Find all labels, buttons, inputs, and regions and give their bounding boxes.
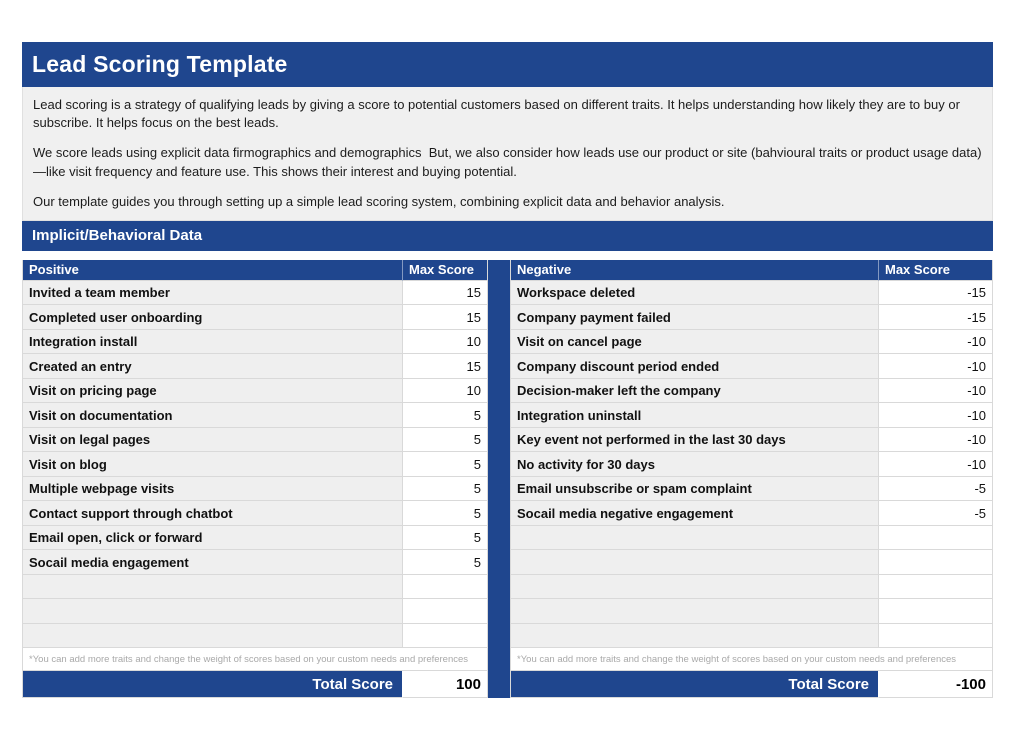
- table-row: [23, 575, 488, 600]
- section-header-bar: [22, 221, 993, 251]
- table-row: [511, 281, 993, 306]
- trait-cell: No activity for 30 days: [511, 452, 879, 477]
- table-row: [511, 305, 993, 330]
- trait-cell: Visit on blog: [23, 452, 403, 477]
- trait-cell: Contact support through chatbot: [23, 501, 403, 526]
- column-header-max-score: Max Score: [403, 260, 488, 281]
- score-cell: [879, 550, 993, 575]
- section-title: Implicit/Behavioral Data: [32, 227, 203, 245]
- trait-cell: Visit on legal pages: [23, 428, 403, 453]
- table-row: [23, 550, 488, 575]
- trait-cell: [23, 599, 403, 624]
- trait-cell: [23, 624, 403, 649]
- intro-paragraph: We score leads using explicit data firmographics and demographics But, we also consider how leads use our product or site (bahvioural traits or product usage data)—like visit frequency and feature use. This shows their interest and buying potential.: [33, 145, 982, 179]
- score-cell: [879, 526, 993, 551]
- score-cell: -10: [879, 379, 993, 404]
- score-cell: -10: [879, 428, 993, 453]
- column-header-trait: Negative: [511, 260, 879, 281]
- table-row: [23, 477, 488, 502]
- score-cell: 10: [403, 330, 488, 355]
- score-cell: 15: [403, 354, 488, 379]
- table-row: [511, 428, 993, 453]
- total-score-label: Total Score: [511, 671, 879, 698]
- table-row: [511, 550, 993, 575]
- footnote-row: [511, 648, 993, 671]
- table-row: [23, 526, 488, 551]
- table-row: [511, 624, 993, 649]
- score-cell: 5: [403, 403, 488, 428]
- negative-traits-table: [510, 260, 993, 699]
- intro-paragraph: Lead scoring is a strategy of qualifying leads by giving a score to potential customers based on different traits. It helps understanding how likely they are to buy or subscribe. It helps focus on the best leads.: [33, 97, 964, 131]
- trait-cell: Decision-maker left the company: [511, 379, 879, 404]
- scoring-tables: [22, 260, 993, 699]
- trait-cell: Socail media negative engagement: [511, 501, 879, 526]
- trait-cell: Multiple webpage visits: [23, 477, 403, 502]
- footnote-text: *You can add more traits and change the weight of scores based on your custom needs and preferences: [511, 648, 993, 671]
- trait-cell: Created an entry: [23, 354, 403, 379]
- footnote-text: *You can add more traits and change the weight of scores based on your custom needs and preferences: [23, 648, 488, 671]
- intro-section: [22, 87, 993, 221]
- table-row: [511, 599, 993, 624]
- score-cell: -10: [879, 354, 993, 379]
- table-row: [23, 354, 488, 379]
- trait-cell: Email open, click or forward: [23, 526, 403, 551]
- table-row: [23, 624, 488, 649]
- table-row: [511, 526, 993, 551]
- score-cell: -15: [879, 281, 993, 306]
- table-row: [511, 477, 993, 502]
- trait-cell: Invited a team member: [23, 281, 403, 306]
- table-row: [23, 501, 488, 526]
- intro-paragraph: Our template guides you through setting up a simple lead scoring system, combining explicit data and behavior analysis.: [33, 193, 725, 209]
- score-cell: 15: [403, 281, 488, 306]
- score-cell: -5: [879, 477, 993, 502]
- score-cell: 10: [403, 379, 488, 404]
- footnote-row: [23, 648, 488, 671]
- table-row: [23, 281, 488, 306]
- score-cell: 5: [403, 477, 488, 502]
- table-row: [23, 428, 488, 453]
- score-cell: [403, 599, 488, 624]
- trait-cell: [511, 599, 879, 624]
- score-cell: 5: [403, 428, 488, 453]
- trait-cell: Email unsubscribe or spam complaint: [511, 477, 879, 502]
- trait-cell: Integration install: [23, 330, 403, 355]
- total-row: [23, 671, 488, 698]
- score-cell: [879, 624, 993, 649]
- trait-cell: Visit on documentation: [23, 403, 403, 428]
- trait-cell: Company payment failed: [511, 305, 879, 330]
- trait-cell: [511, 624, 879, 649]
- table-row: [23, 452, 488, 477]
- lead-scoring-document: [22, 42, 993, 698]
- trait-cell: [23, 575, 403, 600]
- table-row: [23, 403, 488, 428]
- table-row: [511, 452, 993, 477]
- trait-cell: Visit on pricing page: [23, 379, 403, 404]
- table-header-row: [23, 260, 488, 281]
- column-header-trait: Positive: [23, 260, 403, 281]
- table-row: [23, 330, 488, 355]
- trait-cell: Visit on cancel page: [511, 330, 879, 355]
- positive-traits-table: [22, 260, 488, 699]
- table-row: [511, 354, 993, 379]
- table-row: [511, 330, 993, 355]
- table-row: [23, 599, 488, 624]
- score-cell: 5: [403, 501, 488, 526]
- score-cell: [403, 575, 488, 600]
- total-score-value: 100: [403, 671, 488, 698]
- table-row: [511, 379, 993, 404]
- page-title: Lead Scoring Template: [32, 51, 288, 77]
- score-cell: -10: [879, 330, 993, 355]
- total-score-label: Total Score: [23, 671, 403, 698]
- trait-cell: [511, 575, 879, 600]
- table-row: [23, 305, 488, 330]
- trait-cell: Company discount period ended: [511, 354, 879, 379]
- document-title-bar: [22, 42, 993, 87]
- score-cell: -10: [879, 403, 993, 428]
- trait-cell: Integration uninstall: [511, 403, 879, 428]
- trait-cell: [511, 526, 879, 551]
- score-cell: [879, 575, 993, 600]
- trait-cell: [511, 550, 879, 575]
- score-cell: [403, 624, 488, 649]
- score-cell: 5: [403, 550, 488, 575]
- trait-cell: Workspace deleted: [511, 281, 879, 306]
- score-cell: [879, 599, 993, 624]
- trait-cell: Key event not performed in the last 30 days: [511, 428, 879, 453]
- total-score-value: -100: [879, 671, 993, 698]
- score-cell: -10: [879, 452, 993, 477]
- table-row: [23, 379, 488, 404]
- column-header-max-score: Max Score: [879, 260, 993, 281]
- table-row: [511, 403, 993, 428]
- table-divider: [488, 260, 510, 699]
- score-cell: 5: [403, 526, 488, 551]
- table-header-row: [511, 260, 993, 281]
- score-cell: 15: [403, 305, 488, 330]
- table-row: [511, 501, 993, 526]
- trait-cell: Socail media engagement: [23, 550, 403, 575]
- score-cell: 5: [403, 452, 488, 477]
- total-row: [511, 671, 993, 698]
- table-row: [511, 575, 993, 600]
- trait-cell: Completed user onboarding: [23, 305, 403, 330]
- score-cell: -5: [879, 501, 993, 526]
- score-cell: -15: [879, 305, 993, 330]
